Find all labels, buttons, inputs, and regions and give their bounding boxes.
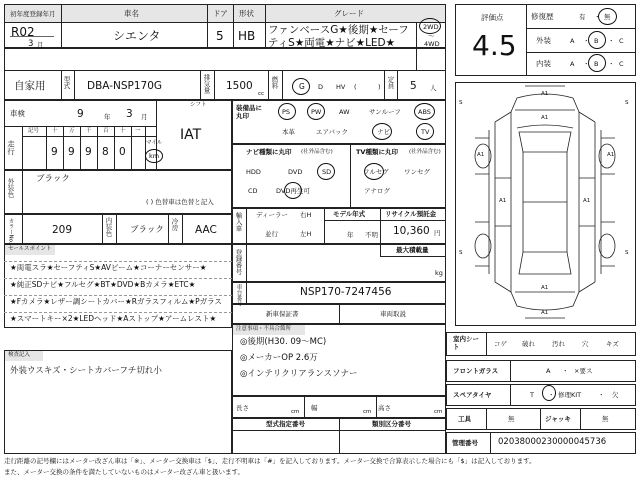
- sales-line: ★Fカメラ★レザー調シートカバー★Rガラスフィルム★Pガラス: [10, 297, 222, 306]
- mileage-label: 走行: [6, 140, 16, 155]
- import-parallel: 並行: [265, 230, 278, 238]
- equip-tv: TV: [421, 128, 430, 136]
- equip-leather: 本革: [282, 128, 295, 136]
- repair-label: 修復歴: [531, 12, 554, 21]
- mileage-digit: 8: [102, 146, 109, 158]
- equip-ps: PS: [282, 108, 291, 116]
- recycle-unit: 円: [434, 229, 441, 237]
- note-line: ◎メーカーOP 2.6万: [240, 353, 318, 363]
- windshield-a: A: [546, 367, 551, 375]
- damage-mark: A1: [499, 198, 507, 204]
- fuel-g-circle: [292, 78, 310, 95]
- car-name-label: 車名: [124, 9, 139, 18]
- model-year-unit: 年: [347, 231, 354, 239]
- recycle-label: リサイクル預託金: [385, 210, 437, 218]
- equipment-block: [232, 100, 446, 144]
- import-right: 右H: [300, 211, 312, 219]
- sales-line: ★両電スラ★セーフティS★AVビーム★コーナーセンサー★: [10, 263, 207, 272]
- shift-value: IAT: [180, 127, 202, 143]
- drive-4wd: 4WD: [424, 40, 440, 48]
- unit-mile: マイル: [146, 140, 163, 146]
- inspection-month: 3: [126, 108, 133, 120]
- capacity: 5: [410, 80, 417, 92]
- width-label: 幅: [311, 404, 318, 412]
- body-shape: HB: [238, 29, 256, 43]
- damage-mark: A1: [541, 310, 549, 316]
- score-label: 評価点: [481, 13, 504, 22]
- ext-grade-sep: ・: [608, 37, 615, 45]
- length-unit: cm: [291, 409, 300, 415]
- interior-color: ブラック: [130, 225, 164, 235]
- grade-line-1: ファンベースG★後期★セーフ: [268, 24, 409, 36]
- digit-header-hyaku: 百: [103, 128, 109, 134]
- model-code: DBA-NSP170G: [87, 80, 163, 92]
- score-value: 4.5: [472, 29, 517, 62]
- displacement-unit: cc: [258, 91, 265, 97]
- navi-dvd-play: DVD再生可: [276, 187, 310, 195]
- equip-abs: ABS: [418, 108, 431, 116]
- equip-pw-circle: [307, 103, 325, 120]
- fuel-g: G: [299, 82, 305, 91]
- fuel-label: 燃料: [270, 76, 279, 89]
- import-label: 輸入車: [234, 212, 243, 232]
- ac-value: AAC: [195, 224, 217, 236]
- equip-navi-circle: [372, 123, 392, 140]
- notes-label: 注意事項・不具合箇所: [236, 326, 292, 332]
- usage: 自家用: [14, 80, 46, 92]
- mileage-digit: 9: [68, 146, 75, 158]
- grade-line-2: ティS★両電★ナビ★LED★: [268, 37, 396, 49]
- int-grade-sep: ・: [608, 60, 615, 68]
- ac-label: 冷房: [170, 218, 179, 231]
- note-line: ◎インテリクリアランスソナー: [240, 369, 358, 379]
- tools-label: 工具: [458, 415, 471, 423]
- footer-line-2: また、メーター交換の条件を満たしていないものはメーター改ざん車と扱います。: [4, 468, 244, 476]
- height-unit: cm: [434, 409, 443, 415]
- vehicle-manual: 車両取説: [380, 310, 406, 318]
- model-year-label: モデル年式: [333, 210, 366, 218]
- tv-analog: アナログ: [364, 187, 390, 195]
- interior-color-label: 内装色: [104, 217, 113, 237]
- ext-grade-a: A: [570, 37, 575, 45]
- navi-dvd-play-circle: [284, 182, 302, 199]
- repair-yes: 有: [579, 13, 586, 21]
- equip-aw: AW: [339, 108, 350, 116]
- damage-mark: A1: [607, 152, 615, 158]
- navi-sd: SD: [322, 168, 332, 176]
- damage-mark: A1: [541, 115, 549, 121]
- side-mark: S: [459, 100, 463, 106]
- width-unit: cm: [363, 409, 372, 415]
- spare-sep-circle: [542, 385, 556, 401]
- int-grade-b-circle: [588, 54, 606, 72]
- spare-sep: ・: [598, 391, 605, 399]
- equip-ps-circle: [278, 103, 296, 120]
- class-no-label: 類別区分番号: [372, 420, 411, 428]
- height-label: 高さ: [378, 404, 391, 412]
- reg-era: R02: [11, 25, 35, 39]
- damage-mark: A1: [583, 198, 591, 204]
- interior-sheet-label: 室内シート: [453, 335, 479, 352]
- spare-label: スペアタイヤ: [453, 391, 492, 399]
- int-grade-c: C: [619, 60, 624, 68]
- inspection-year-unit: 年: [104, 113, 111, 121]
- digit-header-sen: 千: [86, 128, 92, 134]
- damage-mark: A1: [541, 285, 549, 291]
- sales-label: セールスポイント: [8, 246, 52, 252]
- shape-label: 形状: [239, 9, 254, 18]
- ext-grade-label: 外装: [536, 36, 551, 45]
- damage-mark: A1: [541, 91, 549, 97]
- drive-2wd: 2WD: [423, 23, 439, 31]
- import-dealer: ディーラー: [256, 211, 288, 219]
- sheet-hole: 穴: [582, 340, 589, 348]
- navi-label: ナビ種類に丸印: [246, 148, 292, 156]
- int-grade-b: B: [594, 60, 599, 68]
- mgmt-label: 管理番号: [452, 439, 478, 447]
- inspector-text: 外装ウスキズ・シートカバーフチ切れ小: [10, 366, 162, 376]
- car-diagram: [455, 82, 636, 326]
- fuel-paren-close: ): [378, 83, 381, 91]
- ext-grade-b: B: [594, 37, 599, 45]
- spare-missing: 欠: [612, 391, 619, 399]
- navi-note: (社外品含む): [301, 149, 333, 155]
- sheet-scratch: キズ: [606, 340, 619, 348]
- fuel-hv: HV: [336, 83, 346, 91]
- exterior-label: 外装色: [6, 178, 15, 198]
- chassis-label: 車台番号: [235, 284, 242, 306]
- tv-label: TV種類に丸印: [356, 148, 398, 156]
- digit-header-man: 万: [69, 128, 75, 134]
- mileage-digit: 9: [51, 146, 58, 158]
- sales-line: ★スマートキー×2★LEDヘッド★Aストップ★アームレスト★: [10, 314, 217, 323]
- int-grade-label: 内装: [536, 59, 551, 68]
- digit-header-kigo: 記号: [28, 128, 40, 134]
- spare-repair-kit: 修理KIT: [558, 391, 582, 399]
- windshield-sep: ・: [562, 367, 569, 375]
- tv-fullseg-circle: [364, 163, 384, 180]
- model-year-unknown: 不明: [365, 231, 378, 239]
- navi-cd: CD: [248, 187, 258, 195]
- equip-sunroof: サンルーフ: [369, 108, 401, 116]
- note-line: ◎後期(H30. 09〜MC): [240, 337, 327, 347]
- digit-header-jyu-man: 十: [52, 128, 58, 134]
- navi-dvd: DVD: [288, 168, 303, 176]
- navi-sd-circle: [317, 163, 335, 180]
- ext-grade-sep: ・: [583, 37, 590, 45]
- type-no-label: 型式指定番号: [266, 420, 305, 428]
- chassis-number: NSP170-7247456: [300, 286, 392, 298]
- unit-km-circle: [145, 149, 163, 163]
- ext-grade-c: C: [619, 37, 624, 45]
- side-mark: S: [625, 100, 629, 106]
- windshield-replace: ×要ス: [574, 367, 593, 375]
- sales-line: ★純正SDナビ★フルセグ★BT★DVD★Bカメラ★ETC★: [10, 280, 196, 289]
- sheet-tear: 破れ: [522, 340, 535, 348]
- door-count: 5: [216, 29, 224, 43]
- equip-abs-circle: [414, 103, 435, 120]
- equip-airbag: エアバック: [316, 128, 348, 136]
- sheet-burn: コゲ: [494, 340, 507, 348]
- jack-value: 無: [602, 415, 609, 423]
- import-left: 左H: [300, 230, 312, 238]
- footer-line-1: 走行距離の記号欄にはメーター改ざん車は「※」、メーター交換車は「$」、走行不明車は「#」を記入しております。メーター交換で合算表示した場合にも「$」は記入しております。: [4, 457, 536, 465]
- tools-value: 無: [508, 415, 515, 423]
- windshield-label: フロントガラス: [453, 367, 499, 375]
- inspection-year: 9: [77, 108, 84, 120]
- reg-no-label: 登録番号: [234, 249, 243, 275]
- inspector-label: 検査記入: [8, 352, 31, 358]
- shift-label: シフト: [190, 102, 207, 108]
- reg-month: 3: [28, 39, 34, 49]
- repair-no-circle: [598, 8, 617, 25]
- max-load-label: 最大積載量: [396, 246, 429, 254]
- equip-navi: ナビ: [377, 128, 390, 136]
- length-label: 長さ: [236, 404, 249, 412]
- repair-sep: ・: [594, 13, 601, 21]
- new-car-warranty: 新車保証書: [266, 310, 299, 318]
- digit-header-ichi: 一: [135, 128, 141, 134]
- color-no-label: カラーNo.: [7, 218, 14, 244]
- inspection-month-unit: 月: [141, 113, 148, 121]
- spare-tire: T: [530, 391, 534, 399]
- fuel-d: D: [318, 83, 324, 91]
- tv-fullseg: フルセグ: [363, 168, 389, 176]
- spare-sep: ・: [548, 391, 555, 399]
- door-label: ドア: [213, 9, 228, 18]
- reg-month-unit: 月: [37, 41, 44, 49]
- recycle-value: 10,360: [393, 225, 430, 237]
- sheet-stain: 汚れ: [552, 340, 565, 348]
- digit-header-jyu: 十: [120, 128, 126, 134]
- fuel-paren-open: (: [354, 83, 357, 91]
- jack-label: ジャッキ: [545, 415, 571, 423]
- capacity-unit: 人: [430, 84, 437, 92]
- ext-grade-b-circle: [588, 31, 606, 49]
- equip-pw: PW: [311, 108, 322, 116]
- int-grade-a: A: [570, 60, 575, 68]
- displacement: 1500: [226, 80, 253, 92]
- equip-tv-circle: [416, 123, 434, 140]
- side-mark: S: [459, 250, 463, 256]
- mgmt-number: 02038000230000045736: [498, 437, 607, 447]
- car-name: シエンタ: [113, 29, 161, 43]
- exterior-color: ブラック: [36, 174, 70, 184]
- side-mark: S: [625, 250, 629, 256]
- repair-no: 無: [604, 13, 611, 21]
- dimensions-row: [232, 396, 446, 418]
- drive-dash: 〜: [428, 32, 435, 40]
- damage-mark: A1: [477, 152, 485, 158]
- navi-hdd: HDD: [246, 168, 261, 176]
- tv-oneseg: ワンセグ: [404, 168, 430, 176]
- equipment-label: 装備品に丸印: [236, 104, 262, 120]
- tv-note: (社外品含む): [409, 149, 441, 155]
- max-load-unit: kg: [435, 269, 443, 277]
- mileage-digit: 9: [85, 146, 92, 158]
- reg-year-label: 初年度登録年月: [10, 10, 56, 18]
- exterior-note: ( ) 色替車は色替と記入: [146, 198, 214, 206]
- color-no: 209: [52, 224, 73, 236]
- unit-km: km: [149, 152, 160, 160]
- inspection-label: 車検: [10, 109, 25, 118]
- mileage-digit: 0: [119, 146, 126, 158]
- int-grade-sep: ・: [583, 60, 590, 68]
- capacity-label: 定員: [386, 76, 395, 89]
- displacement-label: 排気量: [202, 74, 211, 94]
- model-label: 型式: [62, 76, 71, 89]
- grade-label: グレード: [334, 9, 364, 18]
